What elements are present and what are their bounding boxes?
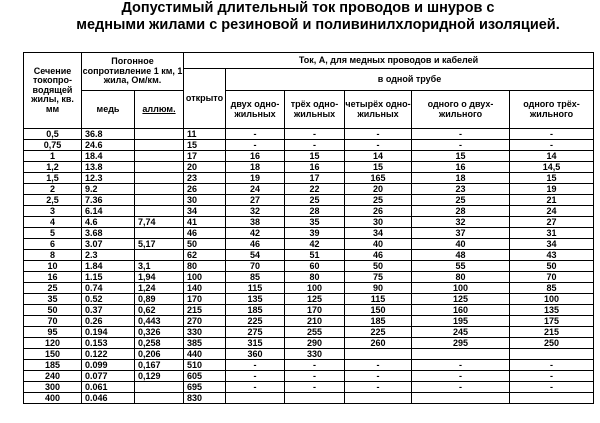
cell-one-two-core: 48 — [412, 250, 510, 261]
cell-two-single: 185 — [226, 305, 285, 316]
table-row — [24, 195, 594, 206]
cell-four-single: - — [345, 360, 412, 371]
cell-aluminum — [135, 184, 184, 195]
header-aluminum: аллюм. — [135, 91, 184, 129]
cell-aluminum: 1,24 — [135, 283, 184, 294]
cell-four-single: 90 — [345, 283, 412, 294]
cell-copper: 0.74 — [82, 283, 135, 294]
cell-two-single: - — [226, 129, 285, 140]
table-row — [24, 327, 594, 338]
cell-four-single: 15 — [345, 162, 412, 173]
cell-one-three-core: 31 — [510, 228, 594, 239]
cell-copper: 0.26 — [82, 316, 135, 327]
header-copper: медь — [82, 91, 135, 129]
cell-open: 215 — [184, 305, 226, 316]
cell-three-single: 100 — [285, 283, 345, 294]
cell-two-single: 16 — [226, 151, 285, 162]
cell-section: 35 — [24, 294, 82, 305]
cell-one-two-core: 16 — [412, 162, 510, 173]
cell-copper: 3.68 — [82, 228, 135, 239]
cell-two-single: 19 — [226, 173, 285, 184]
cell-open: 50 — [184, 239, 226, 250]
cell-aluminum: 0,206 — [135, 349, 184, 360]
cell-one-two-core: 125 — [412, 294, 510, 305]
cell-one-two-core: - — [412, 371, 510, 382]
cell-three-single: 25 — [285, 195, 345, 206]
table-row — [24, 272, 594, 283]
cell-one-two-core: 25 — [412, 195, 510, 206]
cell-aluminum — [135, 151, 184, 162]
cell-section: 0,5 — [24, 129, 82, 140]
header-resistance: Погонное сопротивление 1 км, 1 жила, Ом/км. — [82, 53, 184, 91]
cell-one-two-core: 28 — [412, 206, 510, 217]
cell-one-three-core: 215 — [510, 327, 594, 338]
cell-one-three-core: 34 — [510, 239, 594, 250]
table-row — [24, 129, 594, 140]
cell-three-single: 15 — [285, 151, 345, 162]
header-open: открыто — [184, 69, 226, 129]
header-in-one-pipe: в одной трубе — [226, 69, 594, 91]
table-row — [24, 206, 594, 217]
table-row — [24, 261, 594, 272]
cell-open: 830 — [184, 393, 226, 404]
cell-copper: 4.6 — [82, 217, 135, 228]
cell-four-single: 115 — [345, 294, 412, 305]
cell-one-three-core: 250 — [510, 338, 594, 349]
cell-open: 270 — [184, 316, 226, 327]
cell-one-three-core: 27 — [510, 217, 594, 228]
cell-section: 3 — [24, 206, 82, 217]
table-row — [24, 371, 594, 382]
cell-two-single: 32 — [226, 206, 285, 217]
table-row — [24, 184, 594, 195]
cell-copper: 0.153 — [82, 338, 135, 349]
cell-open: 440 — [184, 349, 226, 360]
cell-open: 17 — [184, 151, 226, 162]
cell-one-two-core: 32 — [412, 217, 510, 228]
table-row — [24, 338, 594, 349]
cell-aluminum: 3,1 — [135, 261, 184, 272]
cell-one-three-core — [510, 393, 594, 404]
cell-section: 185 — [24, 360, 82, 371]
cell-four-single — [345, 393, 412, 404]
cell-copper: 36.8 — [82, 129, 135, 140]
table-row — [24, 151, 594, 162]
cell-open: 20 — [184, 162, 226, 173]
cell-two-single: 24 — [226, 184, 285, 195]
cell-section: 5 — [24, 228, 82, 239]
cell-four-single: 150 — [345, 305, 412, 316]
cell-three-single: 51 — [285, 250, 345, 261]
cell-two-single: 225 — [226, 316, 285, 327]
cell-two-single: 42 — [226, 228, 285, 239]
cell-aluminum — [135, 393, 184, 404]
cell-four-single: 30 — [345, 217, 412, 228]
cell-section: 2,5 — [24, 195, 82, 206]
cell-section: 1,5 — [24, 173, 82, 184]
cell-one-two-core: - — [412, 360, 510, 371]
cell-one-three-core: 100 — [510, 294, 594, 305]
cell-aluminum: 5,17 — [135, 239, 184, 250]
cell-aluminum — [135, 162, 184, 173]
cell-four-single: - — [345, 382, 412, 393]
cell-three-single: 16 — [285, 162, 345, 173]
current-table — [23, 52, 594, 404]
cell-three-single: 170 — [285, 305, 345, 316]
cell-aluminum — [135, 206, 184, 217]
cell-four-single: 50 — [345, 261, 412, 272]
cell-one-two-core: 37 — [412, 228, 510, 239]
cell-one-three-core — [510, 349, 594, 360]
table-row — [24, 382, 594, 393]
cell-copper: 12.3 — [82, 173, 135, 184]
cell-one-three-core: 14,5 — [510, 162, 594, 173]
cell-two-single: 18 — [226, 162, 285, 173]
cell-three-single: 60 — [285, 261, 345, 272]
cell-copper: 0.122 — [82, 349, 135, 360]
cell-section: 120 — [24, 338, 82, 349]
cell-four-single: 25 — [345, 195, 412, 206]
cell-four-single: - — [345, 140, 412, 151]
cell-four-single: 75 — [345, 272, 412, 283]
cell-two-single: 360 — [226, 349, 285, 360]
cell-one-two-core: - — [412, 129, 510, 140]
cell-one-two-core: 15 — [412, 151, 510, 162]
cell-open: 11 — [184, 129, 226, 140]
cell-copper: 0.099 — [82, 360, 135, 371]
page-title-line-1: Допустимый длительный ток проводов и шнуров с — [121, 0, 495, 16]
cell-copper: 9.2 — [82, 184, 135, 195]
cell-one-three-core: 135 — [510, 305, 594, 316]
cell-three-single: - — [285, 360, 345, 371]
cell-aluminum — [135, 382, 184, 393]
cell-three-single: 255 — [285, 327, 345, 338]
cell-four-single: 34 — [345, 228, 412, 239]
table-row — [24, 239, 594, 250]
cell-open: 34 — [184, 206, 226, 217]
cell-copper: 6.14 — [82, 206, 135, 217]
cell-three-single: 290 — [285, 338, 345, 349]
table-row — [24, 217, 594, 228]
cell-four-single: 165 — [345, 173, 412, 184]
cell-section: 1 — [24, 151, 82, 162]
header-section: Сечение токопро-водящей жилы, кв. мм — [24, 53, 82, 129]
cell-one-three-core: - — [510, 129, 594, 140]
cell-one-two-core — [412, 349, 510, 360]
cell-open: 140 — [184, 283, 226, 294]
cell-three-single: 17 — [285, 173, 345, 184]
table-row — [24, 360, 594, 371]
cell-one-two-core: 160 — [412, 305, 510, 316]
cell-three-single: 42 — [285, 239, 345, 250]
header-one-three-core: одного трёх-жильного — [510, 91, 594, 129]
cell-four-single: - — [345, 129, 412, 140]
cell-aluminum: 0,258 — [135, 338, 184, 349]
cell-aluminum — [135, 173, 184, 184]
cell-aluminum: 1,94 — [135, 272, 184, 283]
table-row — [24, 316, 594, 327]
cell-copper: 0.52 — [82, 294, 135, 305]
cell-aluminum: 7,74 — [135, 217, 184, 228]
cell-copper: 0.077 — [82, 371, 135, 382]
cell-three-single: 80 — [285, 272, 345, 283]
cell-open: 605 — [184, 371, 226, 382]
cell-two-single: 27 — [226, 195, 285, 206]
cell-three-single: 39 — [285, 228, 345, 239]
cell-one-three-core: - — [510, 371, 594, 382]
cell-three-single: - — [285, 129, 345, 140]
cell-open: 30 — [184, 195, 226, 206]
table-row — [24, 173, 594, 184]
cell-four-single: - — [345, 371, 412, 382]
cell-one-two-core: 18 — [412, 173, 510, 184]
cell-section: 1,2 — [24, 162, 82, 173]
cell-one-two-core: 55 — [412, 261, 510, 272]
cell-section: 240 — [24, 371, 82, 382]
header-current: Ток, А, для медных проводов и кабелей — [184, 53, 594, 69]
cell-open: 170 — [184, 294, 226, 305]
cell-four-single: 40 — [345, 239, 412, 250]
cell-aluminum: 0,167 — [135, 360, 184, 371]
cell-aluminum: 0,129 — [135, 371, 184, 382]
cell-two-single — [226, 393, 285, 404]
cell-section: 50 — [24, 305, 82, 316]
cell-open: 15 — [184, 140, 226, 151]
cell-aluminum — [135, 129, 184, 140]
cell-section: 400 — [24, 393, 82, 404]
cell-open: 80 — [184, 261, 226, 272]
cell-one-two-core: - — [412, 382, 510, 393]
table-row — [24, 305, 594, 316]
cell-copper: 1.15 — [82, 272, 135, 283]
cell-one-two-core — [412, 393, 510, 404]
cell-four-single: 260 — [345, 338, 412, 349]
cell-section: 16 — [24, 272, 82, 283]
cell-one-two-core: 195 — [412, 316, 510, 327]
cell-three-single: - — [285, 371, 345, 382]
page-title-line-2: медными жилами с резиновой и поливинилхлоридной изоляцией. — [76, 17, 560, 33]
cell-open: 385 — [184, 338, 226, 349]
cell-two-single: 135 — [226, 294, 285, 305]
cell-three-single: 125 — [285, 294, 345, 305]
cell-section: 95 — [24, 327, 82, 338]
cell-aluminum: 0,89 — [135, 294, 184, 305]
cell-four-single: 46 — [345, 250, 412, 261]
cell-four-single: 185 — [345, 316, 412, 327]
cell-one-three-core: 43 — [510, 250, 594, 261]
cell-copper: 3.07 — [82, 239, 135, 250]
cell-copper: 24.6 — [82, 140, 135, 151]
cell-aluminum — [135, 250, 184, 261]
cell-copper: 1.84 — [82, 261, 135, 272]
cell-copper: 0.046 — [82, 393, 135, 404]
cell-one-two-core: - — [412, 140, 510, 151]
cell-four-single: 225 — [345, 327, 412, 338]
cell-three-single: 330 — [285, 349, 345, 360]
cell-one-three-core: - — [510, 140, 594, 151]
cell-two-single: - — [226, 382, 285, 393]
cell-three-single: - — [285, 382, 345, 393]
table-row — [24, 283, 594, 294]
cell-two-single: - — [226, 360, 285, 371]
cell-three-single: - — [285, 140, 345, 151]
table-row — [24, 349, 594, 360]
cell-four-single: 20 — [345, 184, 412, 195]
cell-aluminum: 0,326 — [135, 327, 184, 338]
cell-two-single: 115 — [226, 283, 285, 294]
cell-one-three-core: 175 — [510, 316, 594, 327]
cell-open: 510 — [184, 360, 226, 371]
cell-one-three-core: - — [510, 382, 594, 393]
cell-aluminum — [135, 228, 184, 239]
cell-two-single: - — [226, 140, 285, 151]
cell-one-three-core: 24 — [510, 206, 594, 217]
table-row — [24, 393, 594, 404]
cell-open: 46 — [184, 228, 226, 239]
cell-one-two-core: 245 — [412, 327, 510, 338]
table-row — [24, 162, 594, 173]
cell-four-single — [345, 349, 412, 360]
cell-one-two-core: 80 — [412, 272, 510, 283]
table-row — [24, 228, 594, 239]
table-row — [24, 250, 594, 261]
cell-open: 100 — [184, 272, 226, 283]
cell-two-single: 54 — [226, 250, 285, 261]
cell-copper: 0.37 — [82, 305, 135, 316]
cell-two-single: 70 — [226, 261, 285, 272]
cell-three-single: 35 — [285, 217, 345, 228]
cell-one-two-core: 295 — [412, 338, 510, 349]
cell-copper: 18.4 — [82, 151, 135, 162]
cell-copper: 13.8 — [82, 162, 135, 173]
cell-open: 23 — [184, 173, 226, 184]
cell-section: 4 — [24, 217, 82, 228]
table-row — [24, 140, 594, 151]
cell-section: 150 — [24, 349, 82, 360]
cell-one-three-core: 50 — [510, 261, 594, 272]
cell-one-three-core: 15 — [510, 173, 594, 184]
table-body — [24, 129, 594, 404]
cell-four-single: 26 — [345, 206, 412, 217]
cell-section: 70 — [24, 316, 82, 327]
cell-copper: 2.3 — [82, 250, 135, 261]
cell-open: 41 — [184, 217, 226, 228]
cell-one-two-core: 23 — [412, 184, 510, 195]
cell-copper: 7.36 — [82, 195, 135, 206]
cell-copper: 0.194 — [82, 327, 135, 338]
cell-section: 25 — [24, 283, 82, 294]
cell-aluminum — [135, 195, 184, 206]
cell-three-single: 28 — [285, 206, 345, 217]
cell-one-three-core: 70 — [510, 272, 594, 283]
cell-section: 10 — [24, 261, 82, 272]
cell-one-three-core: 21 — [510, 195, 594, 206]
cell-aluminum: 0,443 — [135, 316, 184, 327]
cell-copper: 0.061 — [82, 382, 135, 393]
table-row — [24, 294, 594, 305]
cell-three-single: 22 — [285, 184, 345, 195]
cell-two-single: - — [226, 371, 285, 382]
cell-aluminum — [135, 140, 184, 151]
cell-open: 62 — [184, 250, 226, 261]
cell-one-three-core: 14 — [510, 151, 594, 162]
cell-open: 330 — [184, 327, 226, 338]
cell-one-three-core: 19 — [510, 184, 594, 195]
header-three-single: трёх одно-жильных — [285, 91, 345, 129]
header-two-single: двух одно-жильных — [226, 91, 285, 129]
cell-two-single: 85 — [226, 272, 285, 283]
cell-three-single — [285, 393, 345, 404]
cell-section: 6 — [24, 239, 82, 250]
cell-two-single: 46 — [226, 239, 285, 250]
cell-one-two-core: 100 — [412, 283, 510, 294]
header-four-single: четырёх одно-жильных — [345, 91, 412, 129]
cell-section: 300 — [24, 382, 82, 393]
cell-open: 26 — [184, 184, 226, 195]
header-one-two-core: одного о двух-жильного — [412, 91, 510, 129]
cell-one-two-core: 40 — [412, 239, 510, 250]
cell-four-single: 14 — [345, 151, 412, 162]
cell-aluminum: 0,62 — [135, 305, 184, 316]
cell-one-three-core: - — [510, 360, 594, 371]
cell-section: 2 — [24, 184, 82, 195]
cell-section: 0,75 — [24, 140, 82, 151]
cell-one-three-core: 85 — [510, 283, 594, 294]
cell-two-single: 38 — [226, 217, 285, 228]
cell-section: 8 — [24, 250, 82, 261]
cell-open: 695 — [184, 382, 226, 393]
cell-two-single: 275 — [226, 327, 285, 338]
cell-three-single: 210 — [285, 316, 345, 327]
cell-two-single: 315 — [226, 338, 285, 349]
